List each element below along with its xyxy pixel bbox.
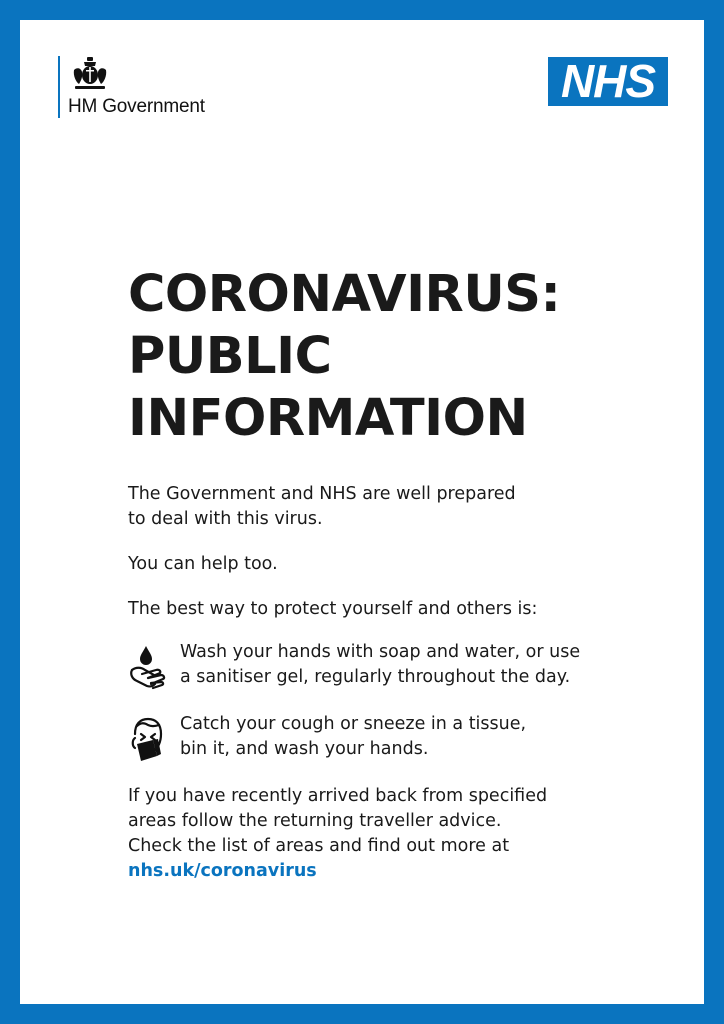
hm-government-name: HM Government bbox=[68, 96, 205, 117]
sneeze-tissue-icon bbox=[128, 716, 168, 764]
headline-line-1: CORONAVIRUS: bbox=[128, 265, 561, 324]
royal-crest-icon bbox=[70, 56, 110, 92]
body-text bbox=[128, 482, 628, 884]
hm-government-logo bbox=[58, 56, 205, 118]
advice-text-sneeze: Catch your cough or sneeze in a tissue, bin it, and wash your hands. bbox=[180, 714, 527, 759]
lead-in-paragraph: The best way to protect yourself and others is: bbox=[128, 599, 538, 619]
headline bbox=[128, 264, 560, 450]
nhs-coronavirus-link[interactable]: nhs.uk/coronavirus bbox=[128, 861, 317, 881]
advice-item-sneeze bbox=[128, 712, 628, 764]
headline-line-3: INFORMATION bbox=[128, 389, 528, 448]
nhs-logo: NHS bbox=[548, 57, 668, 106]
headline-line-2: PUBLIC bbox=[128, 327, 332, 386]
closing-paragraph: If you have recently arrived back from specified areas follow the returning traveller advice. Check the list of areas and find out more at bbox=[128, 786, 548, 856]
advice-item-hand-washing bbox=[128, 640, 628, 692]
intro-paragraph: The Government and NHS are well prepared to deal with this virus. bbox=[128, 484, 516, 529]
advice-text-hand-washing: Wash your hands with soap and water, or use a sanitiser gel, regularly throughout the day. bbox=[180, 642, 581, 687]
hand-washing-icon bbox=[128, 644, 168, 692]
help-paragraph: You can help too. bbox=[128, 554, 278, 574]
